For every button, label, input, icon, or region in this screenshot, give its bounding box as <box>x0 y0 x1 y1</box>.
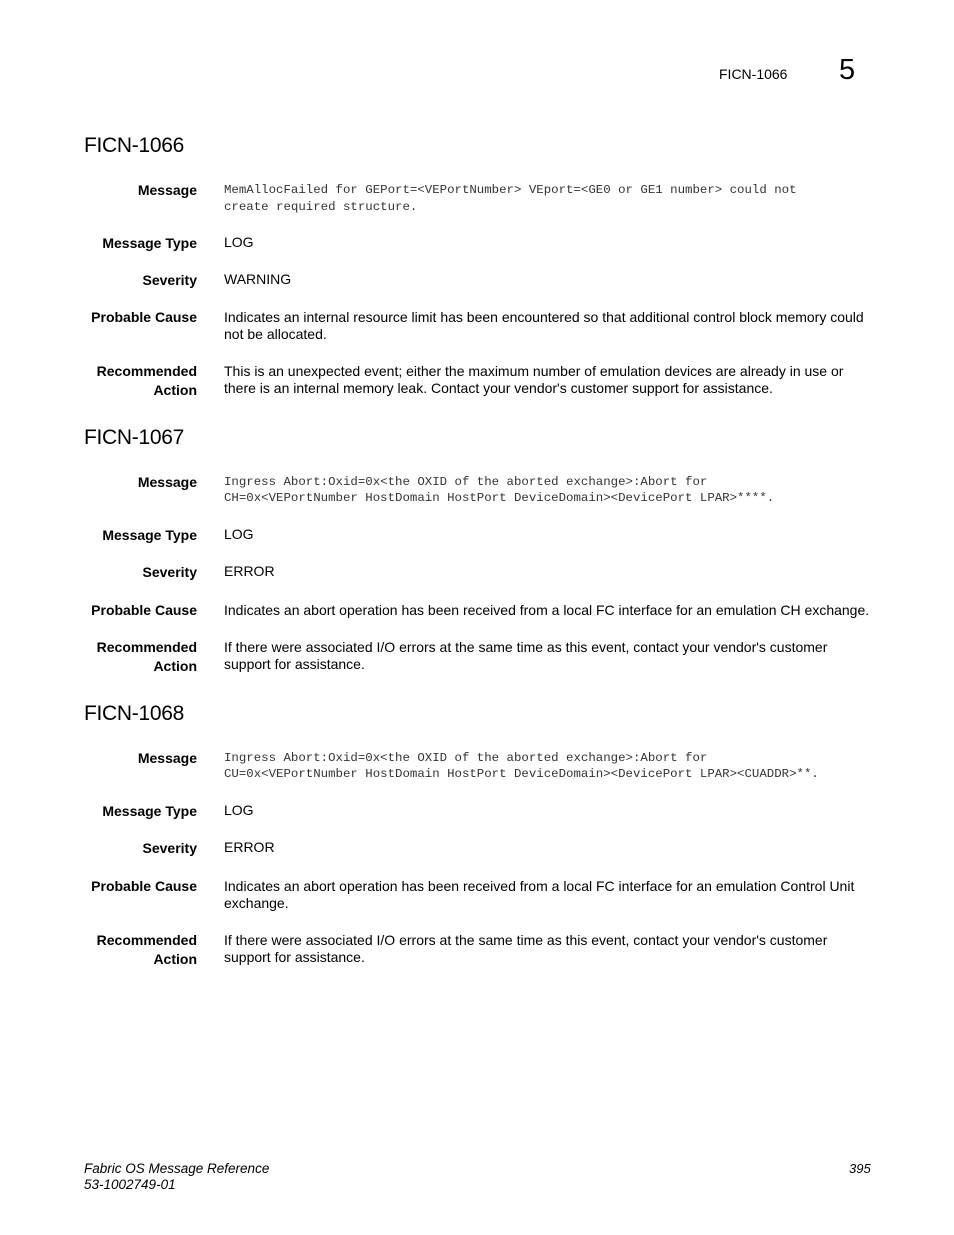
message-text-line2: CH=0x<VEPortNumber HostDomain HostPort DeviceDomain><DevicePort LPAR>****. <box>224 491 775 505</box>
probable-cause-text: Indicates an internal resource limit has been encountered so that additional control block memory could not be allocated. <box>224 309 864 342</box>
entry-title: FICN-1068 <box>84 702 185 725</box>
action-label: Action <box>153 951 197 967</box>
recommended-action-text: If there were associated I/O errors at the same time as this event, contact your vendor's customer support for assistance. <box>224 932 828 965</box>
entry-title: FICN-1066 <box>84 134 185 157</box>
message-type-label: Message Type <box>102 235 197 251</box>
recommended-label: Recommended <box>96 363 197 379</box>
probable-cause-text: Indicates an abort operation has been received from a local FC interface for an emulation Control Unit exchange. <box>224 878 855 911</box>
message-label: Message <box>137 474 197 490</box>
message-text-line1: MemAllocFailed for GEPort=<VEPortNumber> VEport=<GE0 or GE1 number> could not <box>224 183 797 197</box>
message-type-value: LOG <box>224 234 254 250</box>
message-label: Message <box>137 750 197 766</box>
recommended-label: Recommended <box>96 639 197 655</box>
message-text-line1: Ingress Abort:Oxid=0x<the OXID of the aborted exchange>:Abort for <box>224 475 708 489</box>
message-text-line2: create required structure. <box>224 200 418 214</box>
footer-doc-info <box>84 1161 269 1193</box>
entry-title: FICN-1067 <box>84 426 185 449</box>
message-label: Message <box>137 182 197 198</box>
message-type-value: LOG <box>224 802 254 818</box>
probable-cause-label: Probable Cause <box>91 309 197 325</box>
action-label: Action <box>153 382 197 398</box>
action-label: Action <box>153 658 197 674</box>
message-text-line1: Ingress Abort:Oxid=0x<the OXID of the aborted exchange>:Abort for <box>224 751 708 765</box>
severity-label: Severity <box>142 272 197 288</box>
severity-value: ERROR <box>224 839 275 855</box>
recommended-label: Recommended <box>96 932 197 948</box>
footer-doc-number: 53-1002749-01 <box>84 1177 176 1192</box>
message-text-line2: CU=0x<VEPortNumber HostDomain HostPort DeviceDomain><DevicePort LPAR><CUADDR>**. <box>224 767 819 781</box>
message-type-value: LOG <box>224 526 254 542</box>
recommended-action-text: This is an unexpected event; either the maximum number of emulation devices are already in use or there is an internal memory leak. Contact your vendor's customer support for assistance. <box>224 363 844 396</box>
chapter-number: 5 <box>839 54 856 86</box>
severity-label: Severity <box>142 564 197 580</box>
probable-cause-label: Probable Cause <box>91 878 197 894</box>
severity-value: ERROR <box>224 563 275 579</box>
probable-cause-text: Indicates an abort operation has been received from a local FC interface for an emulation CH exchange. <box>224 602 870 618</box>
probable-cause-label: Probable Cause <box>91 602 197 618</box>
severity-value: WARNING <box>224 271 292 287</box>
message-type-label: Message Type <box>102 527 197 543</box>
footer-page-number: 395 <box>849 1161 871 1176</box>
running-header-title: FICN-1066 <box>719 66 788 82</box>
message-type-label: Message Type <box>102 803 197 819</box>
severity-label: Severity <box>142 840 197 856</box>
footer-doc-title: Fabric OS Message Reference <box>84 1161 270 1176</box>
recommended-action-text: If there were associated I/O errors at the same time as this event, contact your vendor's customer support for assistance. <box>224 639 828 672</box>
